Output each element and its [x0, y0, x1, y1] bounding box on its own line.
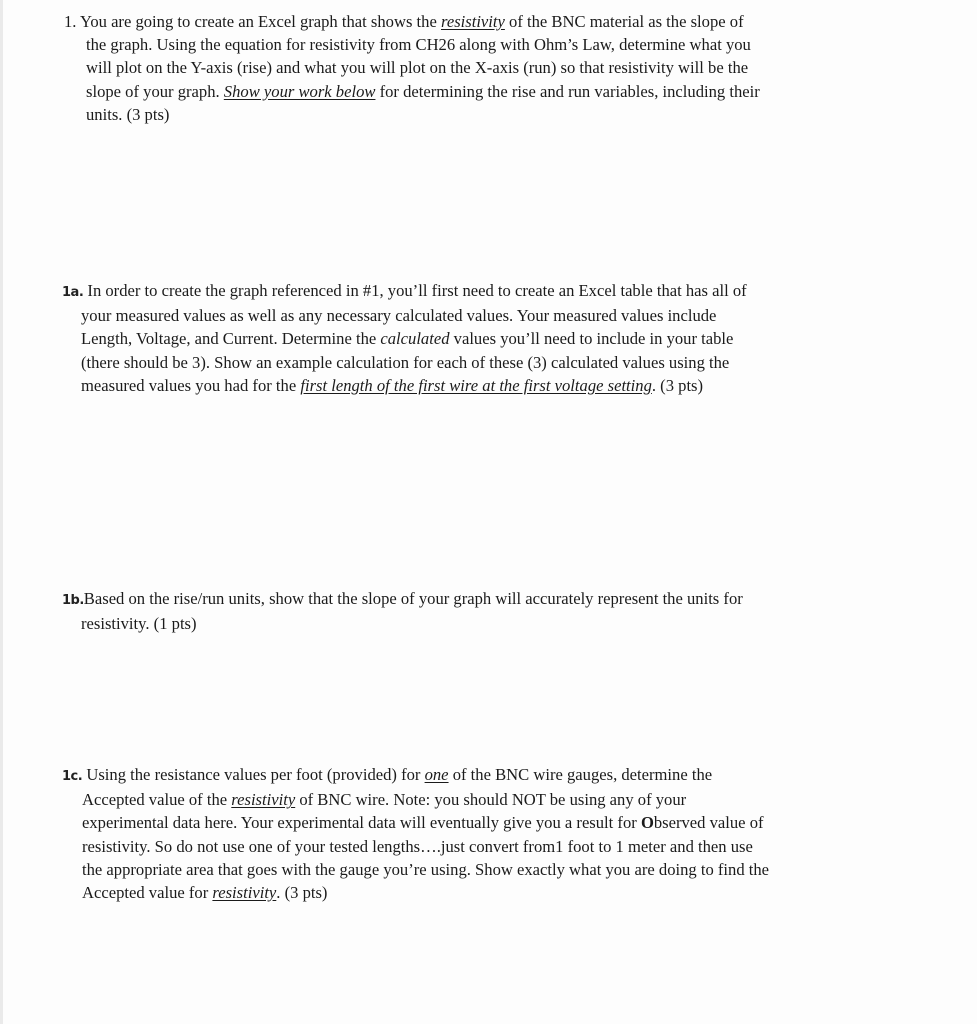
question-1a: 1a. In order to create the graph referenced in #1, you’ll first need to create an Excel table that has all of your measured values as well as any necessary calculated values. Your measured values include Length, Voltage, and Current. Determine the calculated values you’ll need to include in your table (there should be 3). Show an example calculation for each of these (3) calculated values using the measured values you had for the first length of the first wire at the first voltage setting. (3 pts): [62, 281, 747, 395]
question-number: 1.: [64, 12, 77, 31]
question-number: 1c.: [62, 769, 83, 784]
question-number: 1a.: [62, 285, 84, 300]
question-1b: 1b.Based on the rise/run units, show that the slope of your graph will accurately represent the units for resistivity. (1 pts): [62, 589, 743, 634]
page-edge: [0, 0, 3, 1024]
question-number: 1b.: [62, 593, 84, 608]
question-1c: 1c. Using the resistance values per foot (provided) for one of the BNC wire gauges, determine the Accepted value of the resistivity of BNC wire. Note: you should NOT be using any of your experimental data here. Your experimental data will eventually give you a result for Observed value of resistivity. So do not use one of your tested lengths….just convert from1 foot to 1 meter and then use the appropriate area that goes with the gauge you’re using. Show exactly what you are doing to find the Accepted value for resistivity. (3 pts): [62, 765, 770, 903]
question-1: 1. You are going to create an Excel graph that shows the resistivity of the BNC material as the slope of the graph. Using the equation for resistivity from CH26 along with Ohm’s Law, determine what you will plot on the Y-axis (rise) and what you will plot on the X-axis (run) so that resistivity will be the slope of your graph. Show your work below for determining the rise and run variables, including their units. (3 pts): [64, 12, 760, 124]
